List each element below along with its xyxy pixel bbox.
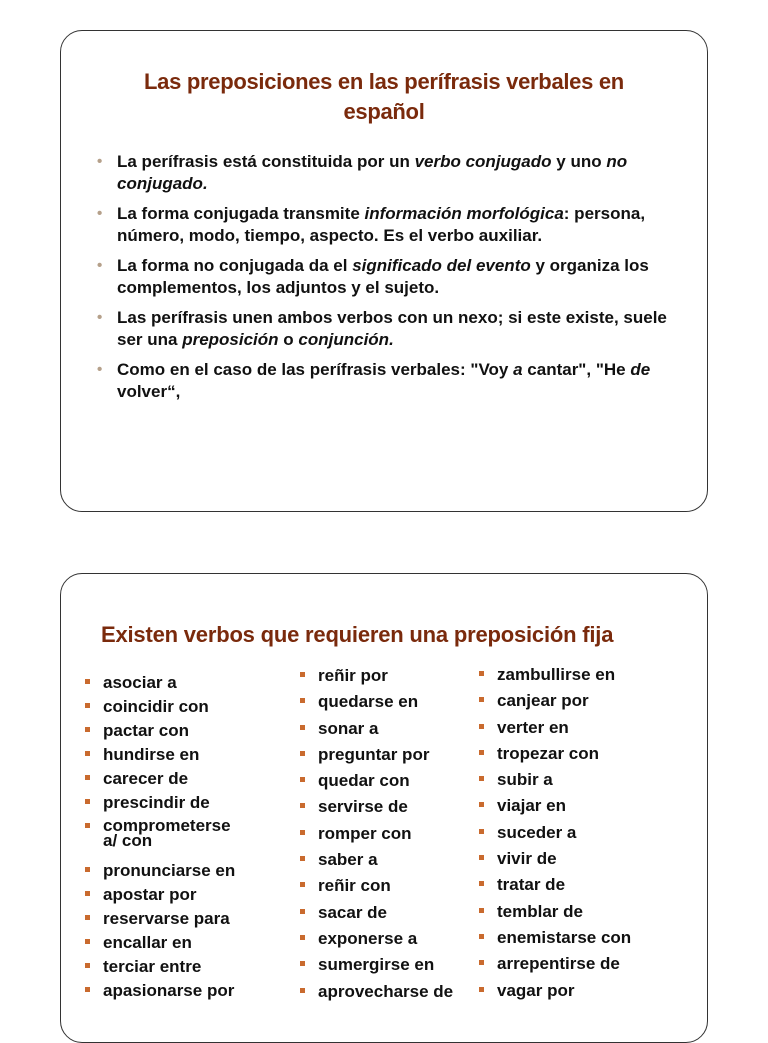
square-bullet-icon xyxy=(300,803,305,808)
verb-item xyxy=(83,886,235,910)
bullet-icon: • xyxy=(97,257,103,274)
square-bullet-icon xyxy=(300,830,305,835)
bullet-text: La forma conjugada transmite xyxy=(117,204,365,223)
verb-text: zambullirse en xyxy=(497,665,616,684)
square-bullet-icon xyxy=(479,724,484,729)
verb-item xyxy=(298,746,453,772)
verb-item xyxy=(477,666,631,692)
verb-text: servirse de xyxy=(318,797,408,817)
verb-text: preguntar por xyxy=(318,744,430,764)
square-bullet-icon xyxy=(479,908,484,913)
verb-item xyxy=(477,955,631,981)
verb-text: apostar por xyxy=(103,885,197,904)
verb-text: tropezar con xyxy=(497,743,600,763)
verb-text: romper con xyxy=(318,823,412,843)
square-bullet-icon xyxy=(300,909,305,914)
bullet-text: Como en el caso de las perífrasis verbales: "Voy xyxy=(117,360,514,379)
square-bullet-icon xyxy=(85,727,90,732)
verb-item xyxy=(477,692,631,718)
bullet-text: volver“, xyxy=(117,382,181,401)
square-bullet-icon xyxy=(479,855,484,860)
verb-text: reñir por xyxy=(318,666,388,685)
verb-text: sonar a xyxy=(318,718,379,738)
verb-item xyxy=(83,770,235,794)
verb-item xyxy=(298,877,453,903)
verb-text: sumergirse en xyxy=(318,955,435,975)
slide-1-title: Las preposiciones en las perífrasis verbales en español xyxy=(144,69,624,124)
bullet-item xyxy=(97,307,679,351)
square-bullet-icon xyxy=(300,935,305,940)
verb-item xyxy=(477,876,631,902)
verb-item xyxy=(298,983,453,1009)
bullet-text: La perífrasis está constituida por un xyxy=(117,152,415,171)
verb-text: sacar de xyxy=(318,902,387,922)
square-bullet-icon xyxy=(479,829,484,834)
square-bullet-icon xyxy=(479,960,484,965)
verb-item xyxy=(477,824,631,850)
square-bullet-icon xyxy=(85,867,90,872)
verb-text: vivir de xyxy=(497,849,557,869)
square-bullet-icon xyxy=(300,725,305,730)
verb-item xyxy=(298,930,453,956)
square-bullet-icon xyxy=(85,751,90,756)
verb-item xyxy=(83,818,235,862)
verb-item xyxy=(477,719,631,745)
verb-text: reservarse para xyxy=(103,909,230,928)
verb-text: aprovecharse de xyxy=(318,981,454,1001)
bullet-text: Las perífrasis unen ambos verbos con un nexo; si este existe, suele ser una xyxy=(117,308,667,349)
verb-text: apasionarse por xyxy=(103,981,235,1000)
emphasis-text: verbo conjugado xyxy=(414,152,552,171)
emphasis-text: significado del evento xyxy=(352,256,531,275)
verb-text: pactar con xyxy=(103,721,189,740)
emphasis-text: a xyxy=(513,360,523,379)
emphasis-text: de xyxy=(630,360,651,379)
bullet-icon: • xyxy=(97,361,103,378)
bullet-icon: • xyxy=(97,153,103,170)
verb-text: temblar de xyxy=(497,901,583,921)
square-bullet-icon xyxy=(85,775,90,780)
bullet-text: y uno xyxy=(551,152,607,171)
verb-item xyxy=(83,722,235,746)
square-bullet-icon xyxy=(85,799,90,804)
verb-text: viajar en xyxy=(497,796,566,816)
verb-text: encallar en xyxy=(103,933,192,952)
bullet-item xyxy=(97,359,679,403)
verb-text: reñir con xyxy=(318,876,391,896)
verb-item xyxy=(83,982,235,1006)
square-bullet-icon xyxy=(479,881,484,886)
verb-item xyxy=(298,904,453,930)
square-bullet-icon xyxy=(85,915,90,920)
verb-item xyxy=(83,698,235,722)
verb-text: subir a xyxy=(497,770,553,790)
slide-2-title: Existen verbos que requieren una preposición fija xyxy=(101,622,614,647)
square-bullet-icon xyxy=(300,882,305,887)
slide-1 xyxy=(60,30,708,512)
verb-text: saber a xyxy=(318,850,378,870)
verb-text: carecer de xyxy=(103,769,189,788)
bullet-item xyxy=(97,203,679,247)
verb-text: prescindir de xyxy=(103,793,210,812)
square-bullet-icon xyxy=(300,961,305,966)
verb-item xyxy=(83,674,235,698)
verb-text: quedar con xyxy=(318,771,410,791)
square-bullet-icon xyxy=(479,776,484,781)
square-bullet-icon xyxy=(300,751,305,756)
verb-text: enemistarse con xyxy=(497,927,632,947)
verb-text: asociar a xyxy=(103,673,177,692)
square-bullet-icon xyxy=(479,750,484,755)
verb-item xyxy=(477,982,631,1008)
verb-item xyxy=(298,667,453,693)
verb-item xyxy=(477,929,631,955)
verb-item xyxy=(477,745,631,771)
bullet-text: La forma no conjugada da el xyxy=(117,256,353,275)
square-bullet-icon xyxy=(479,934,484,939)
bullet-text: y organiza los complementos, los adjuntos y el sujeto. xyxy=(117,256,649,297)
verb-item xyxy=(298,851,453,877)
verb-item xyxy=(298,956,453,982)
emphasis-text: información morfológica xyxy=(364,204,564,223)
verb-text: tratar de xyxy=(497,875,566,895)
square-bullet-icon xyxy=(300,856,305,861)
emphasis-text: no conjugado. xyxy=(117,152,628,193)
verb-text: hundirse en xyxy=(103,745,200,764)
square-bullet-icon xyxy=(479,802,484,807)
verb-item xyxy=(477,771,631,797)
square-bullet-icon xyxy=(85,891,90,896)
verb-text: pronunciarse en xyxy=(103,861,236,880)
bullet-item xyxy=(97,151,679,195)
verb-item xyxy=(477,903,631,929)
verb-text: quedarse en xyxy=(318,692,419,712)
bullet-text: : persona, número, modo, tiempo, aspecto. Es el verbo auxiliar. xyxy=(117,204,646,245)
square-bullet-icon xyxy=(300,988,305,993)
slide-1-bullet-list xyxy=(97,151,679,411)
square-bullet-icon xyxy=(85,939,90,944)
verb-item xyxy=(298,693,453,719)
verb-item xyxy=(298,772,453,798)
verb-item xyxy=(83,746,235,770)
verb-item xyxy=(83,958,235,982)
verb-text: suceder a xyxy=(497,822,577,842)
square-bullet-icon xyxy=(85,679,90,684)
verb-column-1 xyxy=(83,674,235,1006)
verb-item xyxy=(298,825,453,851)
square-bullet-icon xyxy=(300,777,305,782)
verb-text: canjear por xyxy=(497,691,589,711)
verb-item xyxy=(83,794,235,818)
square-bullet-icon xyxy=(479,987,484,992)
verb-text: arrepentirse de xyxy=(497,954,620,974)
verb-text: comprometerse a/ con xyxy=(103,816,231,850)
verb-item xyxy=(298,720,453,746)
square-bullet-icon xyxy=(85,987,90,992)
emphasis-text: preposición xyxy=(182,330,279,349)
verb-text: verter en xyxy=(497,717,569,737)
square-bullet-icon xyxy=(85,703,90,708)
emphasis-text: conjunción. xyxy=(298,330,394,349)
verb-text: terciar entre xyxy=(103,957,202,976)
slide-2 xyxy=(60,573,708,1043)
square-bullet-icon xyxy=(300,698,305,703)
verb-item xyxy=(477,850,631,876)
bullet-text: cantar", "He xyxy=(522,360,631,379)
verb-text: exponerse a xyxy=(318,928,418,948)
verb-text: vagar por xyxy=(497,980,575,1000)
bullet-icon: • xyxy=(97,205,103,222)
verb-text: coincidir con xyxy=(103,697,209,716)
verb-column-3 xyxy=(477,666,631,1008)
verb-item xyxy=(83,862,235,886)
square-bullet-icon xyxy=(479,697,484,702)
square-bullet-icon xyxy=(300,672,305,677)
bullet-icon: • xyxy=(97,309,103,326)
verb-column-2 xyxy=(298,667,453,1009)
verb-item xyxy=(83,934,235,958)
square-bullet-icon xyxy=(85,963,90,968)
verb-item xyxy=(83,910,235,934)
bullet-text: o xyxy=(278,330,299,349)
square-bullet-icon xyxy=(85,823,90,828)
bullet-item xyxy=(97,255,679,299)
verb-item xyxy=(298,798,453,824)
verb-item xyxy=(477,797,631,823)
square-bullet-icon xyxy=(479,671,484,676)
